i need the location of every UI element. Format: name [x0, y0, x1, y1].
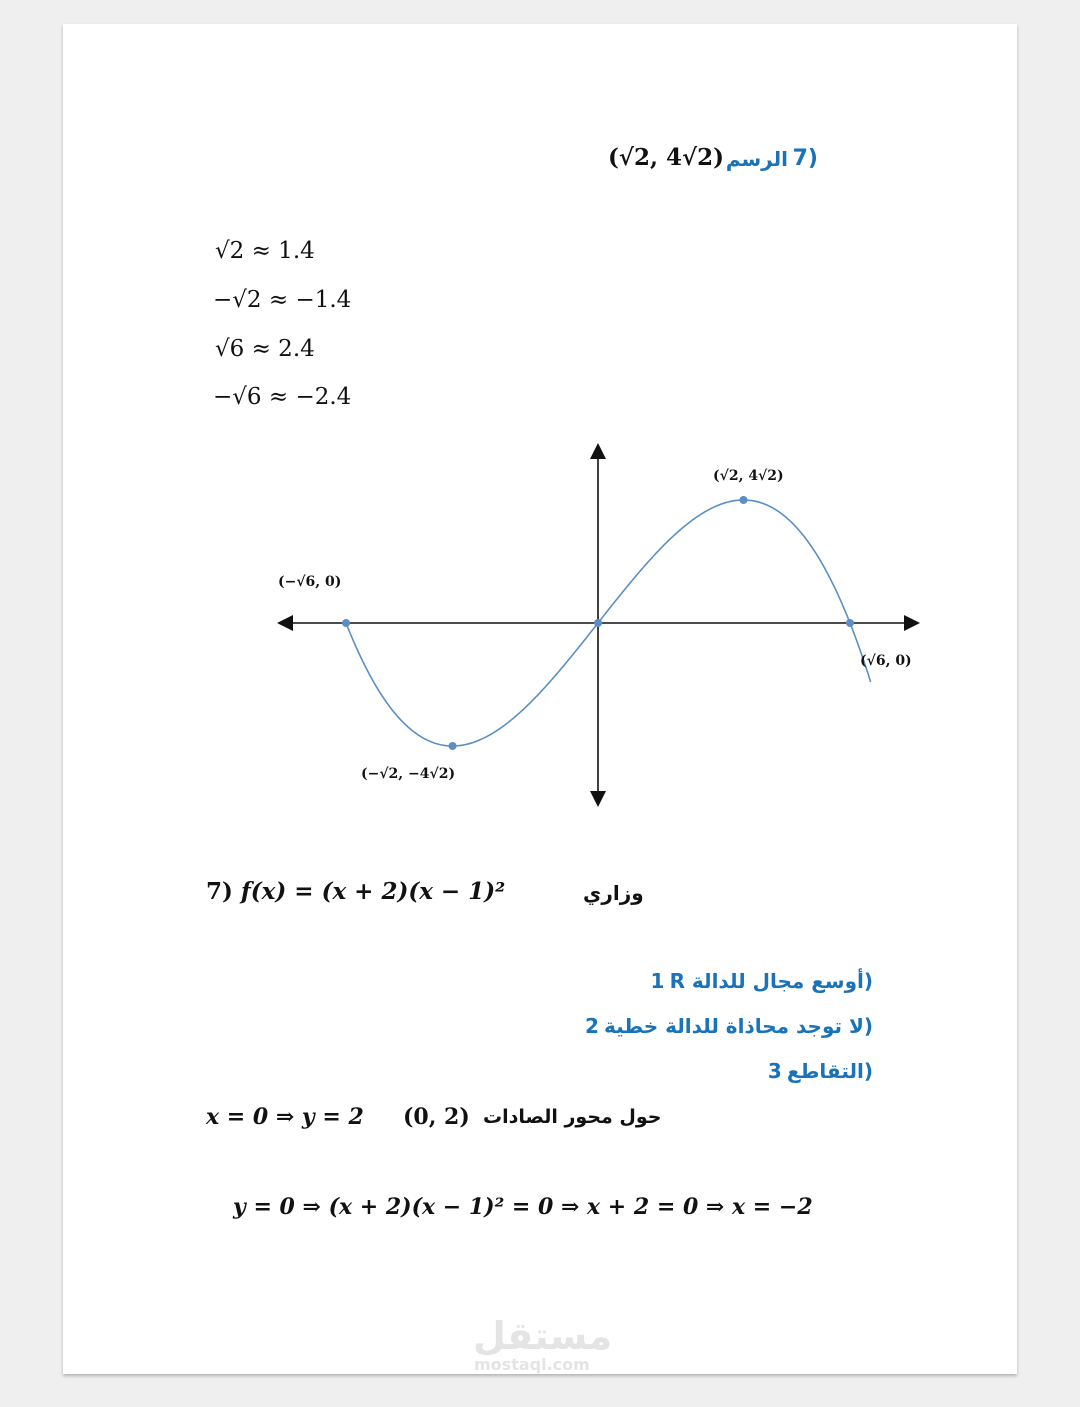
- item-3-text: التقاطع: [786, 1059, 864, 1083]
- heading-word: الرسم: [725, 147, 788, 171]
- item-3-number: 3): [767, 1059, 873, 1083]
- problem-number: 7): [206, 878, 233, 905]
- curve-point-2: [594, 619, 602, 627]
- item-1: [651, 969, 873, 993]
- watermark-url: mostaql.com: [474, 1355, 590, 1374]
- item-1-text: أوسع مجال للدالة R: [669, 969, 864, 993]
- approx-sqrt6: √6 ≈ 2.4: [215, 336, 315, 362]
- approx-neg-sqrt6: −√6 ≈ −2.4: [213, 384, 352, 410]
- problem-tag: وزاري: [583, 881, 644, 905]
- y-intercept-equation: x = 0 ⇒ y = 2: [206, 1104, 364, 1130]
- curve-point-3: [739, 496, 747, 504]
- x-intercept-equation: y = 0 ⇒ (x + 2)(x − 1)² = 0 ⇒ x + 2 = 0 ⇒ x = −2: [233, 1194, 813, 1220]
- label-right-root: (√6, 0): [860, 653, 912, 669]
- item-2-text: لا توجد محاذاة للدالة خطية: [603, 1014, 864, 1038]
- approx-sqrt2: √2 ≈ 1.4: [215, 238, 315, 264]
- document-page: [63, 24, 1017, 1374]
- item-3: [768, 1059, 873, 1083]
- heading-point: (√2, 4√2): [608, 144, 725, 171]
- y-intercept-point: (0, 2): [403, 1104, 470, 1130]
- heading-number: 7): [792, 146, 818, 171]
- curve-point-4: [846, 619, 854, 627]
- cubic-graph: [63, 24, 1017, 824]
- label-left-root: (−√6, 0): [278, 574, 342, 590]
- curve-point-0: [342, 619, 350, 627]
- approx-neg-sqrt2: −√2 ≈ −1.4: [213, 287, 352, 313]
- label-max-point: (√2, 4√2): [713, 468, 784, 484]
- problem-line: [206, 878, 505, 905]
- item-2: [585, 1014, 873, 1038]
- curve-point-1: [449, 742, 457, 750]
- item-1-number: 1): [650, 969, 873, 993]
- y-axis-label: حول محور الصادات: [483, 1106, 662, 1128]
- problem-equation: f(x) = (x + 2)(x − 1)²: [240, 878, 506, 905]
- item-2-number: 2): [584, 1014, 873, 1038]
- watermark-logo: مستقل: [473, 1314, 612, 1358]
- label-min-point: (−√2, −4√2): [361, 766, 456, 782]
